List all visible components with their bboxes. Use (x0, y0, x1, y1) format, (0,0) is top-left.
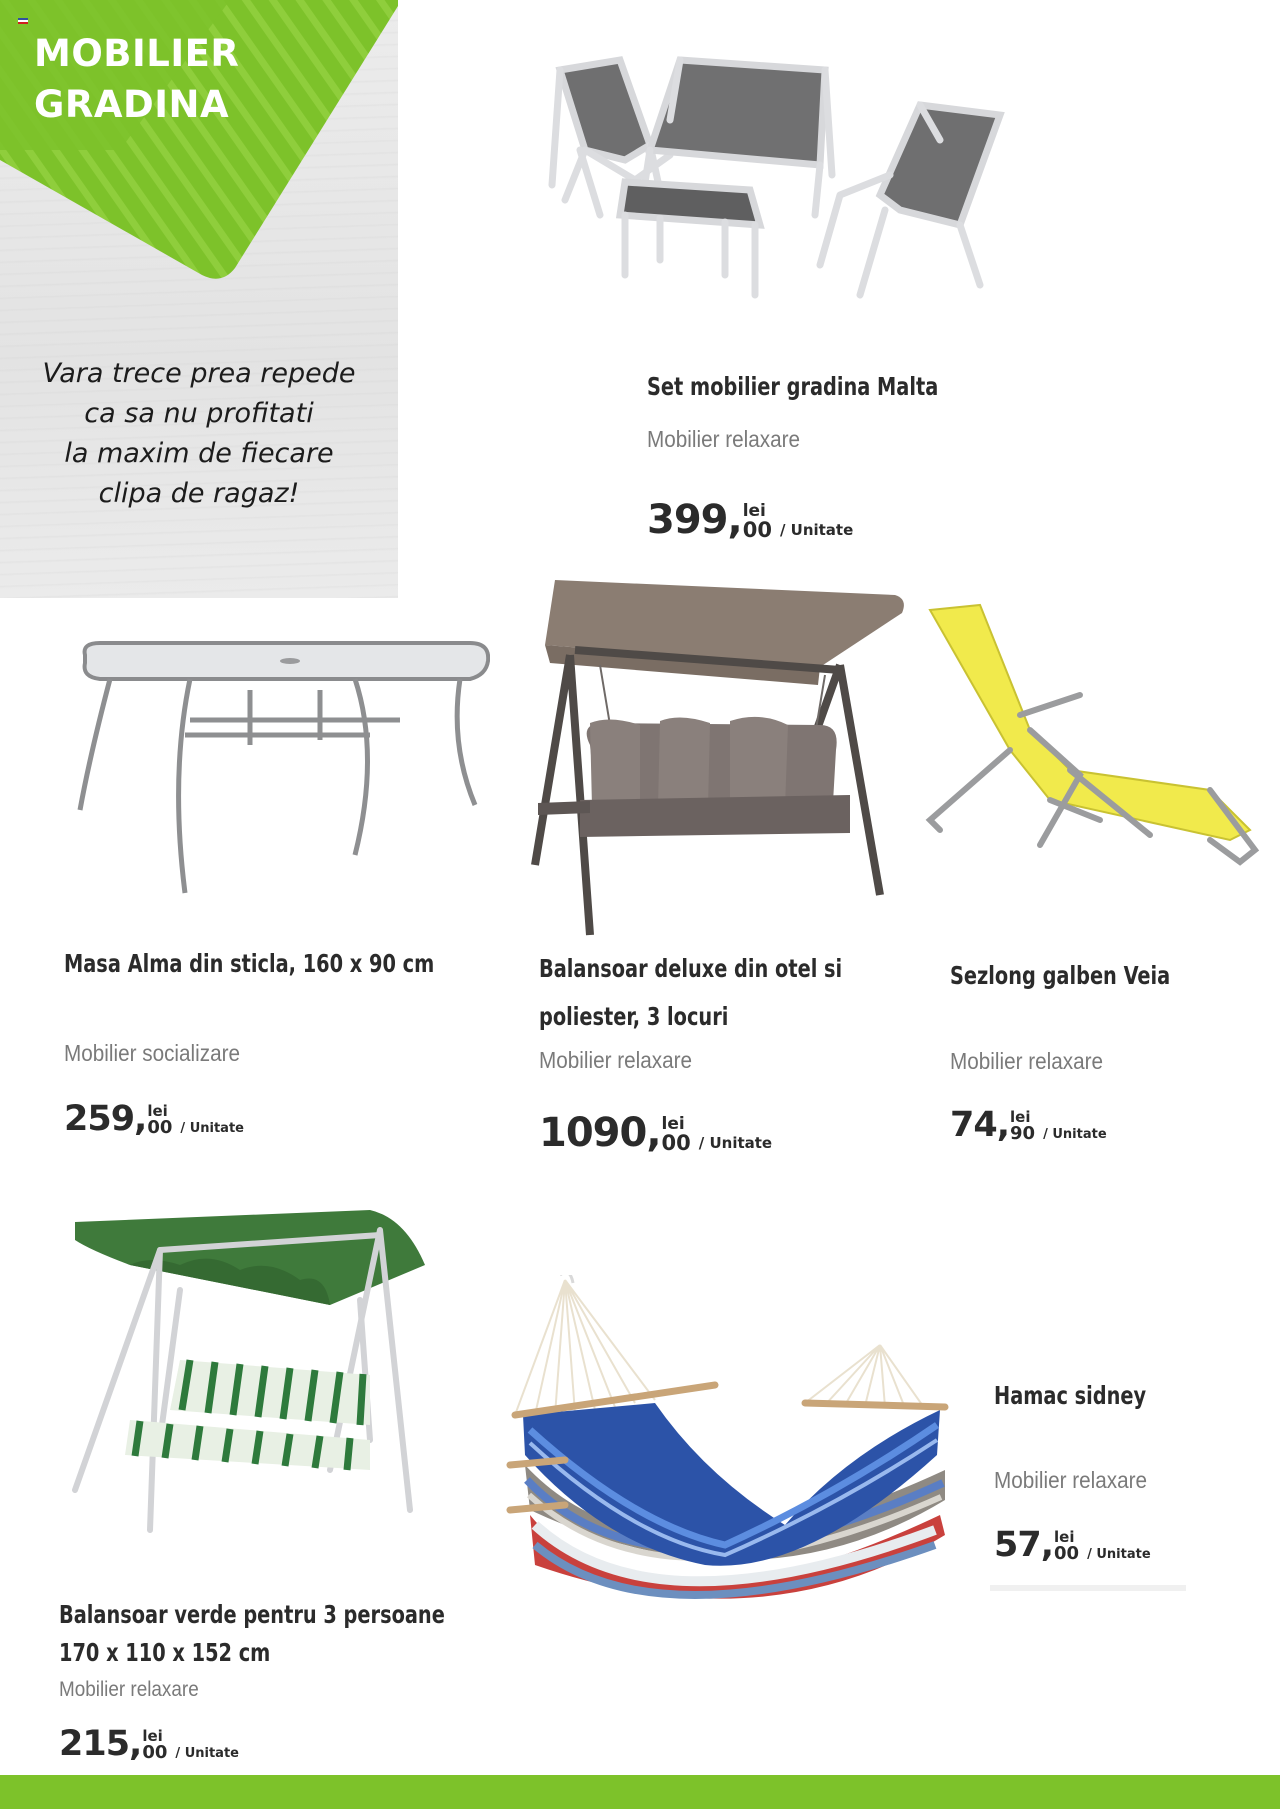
product-name: Balansoar deluxe din otel si poliester, 3 locuri (539, 954, 843, 1031)
price-unit: / Unitate (175, 1746, 239, 1761)
yellow-lounger-icon (920, 600, 1260, 890)
product-image-green-swing[interactable] (70, 1210, 435, 1580)
price-decimals: 00 (147, 1117, 173, 1138)
product-price (64, 1099, 244, 1139)
price-integer: 215, (59, 1724, 142, 1764)
product-image-yellow-lounger[interactable] (920, 600, 1260, 890)
product-name: Hamac sidney (994, 1381, 1147, 1410)
product-category: Mobilier relaxare (539, 1047, 693, 1073)
hero-title: MOBILIER GRADINA (34, 32, 240, 126)
price-integer: 399, (647, 497, 742, 543)
price-currency: lei (1010, 1108, 1031, 1126)
glass-table-icon (70, 635, 490, 900)
price-unit: / Unitate (698, 1134, 773, 1152)
garden-furniture-set-icon (540, 50, 1160, 330)
price-decimals: 00 (1054, 1543, 1080, 1564)
footer-bar (0, 1775, 1280, 1809)
product-price (950, 1105, 1107, 1145)
divider (990, 1585, 1186, 1591)
green-swing-icon (70, 1210, 435, 1580)
price-unit: / Unitate (779, 521, 854, 539)
price-unit: / Unitate (180, 1121, 244, 1136)
product-price (59, 1724, 239, 1764)
price-currency: lei (1054, 1528, 1075, 1546)
product-name: Sezlong galben Veia (950, 961, 1171, 990)
product-image-glass-table[interactable] (70, 635, 490, 900)
product-price (994, 1525, 1151, 1565)
price-currency: lei (661, 1114, 685, 1134)
product-category: Mobilier relaxare (994, 1467, 1148, 1493)
hero-panel (0, 0, 398, 598)
hammock-icon (505, 1275, 950, 1640)
price-decimals: 00 (142, 1742, 168, 1763)
brown-swing-icon (520, 575, 905, 940)
price-currency: lei (742, 501, 766, 521)
product-price (539, 1110, 773, 1156)
product-price (647, 497, 854, 543)
price-integer: 74, (950, 1105, 1010, 1145)
price-decimals: 90 (1010, 1123, 1036, 1144)
product-image-brown-swing[interactable] (520, 575, 905, 940)
product-category: Mobilier relaxare (647, 426, 801, 452)
product-category: Mobilier relaxare (59, 1678, 199, 1701)
price-decimals: 00 (742, 518, 772, 542)
product-category: Mobilier relaxare (950, 1048, 1104, 1074)
price-currency: lei (147, 1102, 168, 1120)
flag-icon (18, 18, 28, 24)
product-name: Masa Alma din sticla, 160 x 90 cm (64, 949, 435, 978)
product-name: Set mobilier gradina Malta (647, 372, 939, 401)
product-name: Balansoar verde pentru 3 persoane 170 x 110 x 152 cm (59, 1600, 445, 1667)
product-image-malta-set[interactable] (540, 50, 1160, 330)
product-image-hammock[interactable] (505, 1275, 950, 1640)
price-decimals: 00 (661, 1131, 691, 1155)
price-integer: 1090, (539, 1110, 661, 1156)
price-unit: / Unitate (1087, 1547, 1151, 1562)
price-currency: lei (142, 1727, 163, 1745)
product-category: Mobilier socializare (64, 1040, 241, 1066)
hero-tagline: Vara trece prea repede ca sa nu profitati la maxim de fiecare clipa de ragaz! (42, 358, 356, 509)
price-unit: / Unitate (1043, 1127, 1107, 1142)
price-integer: 57, (994, 1525, 1054, 1565)
price-integer: 259, (64, 1099, 147, 1139)
